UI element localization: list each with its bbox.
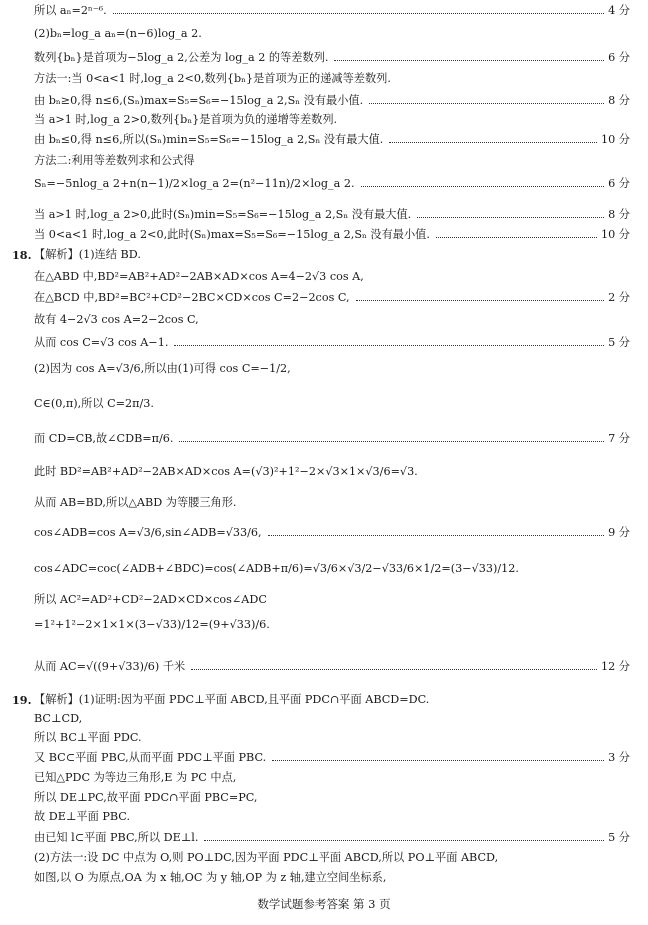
- page-footer: 数学试题参考答案 第 3 页: [257, 897, 391, 911]
- answer-line: [34, 791, 630, 805]
- answer-line: [34, 525, 630, 541]
- answer-line: [34, 464, 630, 480]
- score-points: 12 分: [601, 660, 630, 673]
- answer-line: [34, 270, 630, 284]
- line-text: 【解析】(1)证明:因为平面 PDC⊥平面 ABCD,且平面 PDC∩平面 ABCD=DC.: [34, 693, 430, 706]
- line-text: 此时 BD²=AB²+AD²−2AB×AD×cos A=(√3)²+1²−2×√3×1×√3/6=√3.: [34, 465, 418, 478]
- answer-line: [34, 113, 630, 127]
- answer-line: [34, 659, 630, 675]
- line-text: 所以 AC²=AD²+CD²−2AD×CD×cos∠ADC: [34, 593, 267, 606]
- score-points: 10 分: [601, 133, 630, 146]
- line-text: 已知△PDC 为等边三角形,E 为 PC 中点,: [34, 771, 237, 784]
- line-text: Sₙ=−5nlog_a 2+n(n−1)/2×log_a 2=(n²−11n)/2×log_a 2.: [34, 177, 355, 190]
- answer-line: [34, 313, 630, 327]
- line-text: 又 BC⊂平面 PBC,从而平面 PDC⊥平面 PBC.: [34, 751, 267, 764]
- score-points: 2 分: [608, 291, 630, 304]
- score-points: 4 分: [608, 4, 630, 17]
- line-text: 所以 aₙ=2ⁿ⁻⁶.: [34, 4, 107, 17]
- answer-line: [34, 871, 630, 885]
- score-points: 6 分: [608, 177, 630, 190]
- line-text: 从而 AB=BD,所以△ABD 为等腰三角形.: [34, 496, 237, 509]
- dot-leader: [334, 60, 604, 61]
- score-points: 10 分: [601, 228, 630, 241]
- line-text: 方法一:当 0<a<1 时,log_a 2<0,数列{bₙ}是首项为正的递减等差数列.: [34, 72, 391, 85]
- line-text: 由 bₙ≤0,得 n≤6,所以(Sₙ)min=S₅=S₆=−15log_a 2,Sₙ 没有最大值.: [34, 133, 384, 146]
- score-points: 5 分: [608, 831, 630, 844]
- line-text: (2)因为 cos A=√3/6,所以由(1)可得 cos C=−1/2,: [34, 362, 291, 375]
- dot-leader: [179, 441, 604, 442]
- dot-leader: [268, 535, 605, 536]
- dot-leader: [356, 300, 605, 301]
- line-text: 从而 AC=√((9+√33)/6) 千米: [34, 660, 186, 673]
- score-points: 8 分: [608, 94, 630, 107]
- dot-leader: [174, 345, 604, 346]
- line-text: 方法二:利用等差数列求和公式得: [34, 154, 195, 167]
- dot-leader: [204, 840, 604, 841]
- answer-line: [34, 208, 630, 222]
- line-text: cos∠ADC=coc(∠ADB+∠BDC)=cos(∠ADB+π/6)=√3/6×√3/2−√33/6×1/2=(3−√33)/12.: [34, 562, 519, 575]
- answer-line: [34, 228, 630, 242]
- answer-line: [34, 831, 630, 845]
- answer-line: [34, 496, 630, 510]
- answer-line: [34, 176, 630, 192]
- dot-leader: [389, 142, 597, 143]
- line-text: 数列{bₙ}是首项为−5log_a 2,公差为 log_a 2 的等差数列.: [34, 51, 329, 64]
- line-text: 当 a>1 时,log_a 2>0,此时(Sₙ)min=S₅=S₆=−15log_a 2,Sₙ 没有最大值.: [34, 208, 412, 221]
- answer-line: [34, 693, 630, 707]
- answer-line: [34, 561, 630, 577]
- line-text: 当 0<a<1 时,log_a 2<0,此时(Sₙ)max=S₅=S₆=−15log_a 2,Sₙ 没有最小值.: [34, 228, 430, 241]
- answer-line: [34, 94, 630, 108]
- line-text: 所以 DE⊥PC,故平面 PDC∩平面 PBC=PC,: [34, 791, 258, 804]
- line-text: 故有 4−2√3 cos A=2−2cos C,: [34, 313, 199, 326]
- dot-leader: [113, 13, 604, 14]
- answer-line: [34, 851, 630, 865]
- dot-leader: [436, 237, 597, 238]
- line-text: 所以 BC⊥平面 PDC.: [34, 731, 142, 744]
- answer-line: [34, 617, 630, 633]
- answer-line: [34, 593, 630, 607]
- dot-leader: [417, 217, 604, 218]
- answer-line: [34, 154, 630, 168]
- answer-line: [34, 248, 630, 262]
- answer-line: [34, 4, 630, 18]
- answer-line: [34, 336, 630, 350]
- line-text: 【解析】(1)连结 BD.: [34, 248, 141, 261]
- answer-line: [34, 396, 630, 412]
- answer-line: [34, 731, 630, 745]
- answer-line: [34, 51, 630, 65]
- line-text: 当 a>1 时,log_a 2>0,数列{bₙ}是首项为负的递增等差数列.: [34, 113, 338, 126]
- line-text: cos∠ADB=cos A=√3/6,sin∠ADB=√33/6,: [34, 526, 262, 539]
- line-text: 在△ABD 中,BD²=AB²+AD²−2AB×AD×cos A=4−2√3 cos A,: [34, 270, 364, 283]
- score-points: 9 分: [608, 526, 630, 539]
- dot-leader: [272, 760, 604, 761]
- line-text: (2)bₙ=log_a aₙ=(n−6)log_a 2.: [34, 27, 202, 40]
- score-points: 7 分: [608, 432, 630, 445]
- line-text: 从而 cos C=√3 cos A−1.: [34, 336, 169, 349]
- dot-leader: [361, 186, 605, 187]
- answer-line: [34, 291, 630, 305]
- line-text: C∈(0,π),所以 C=2π/3.: [34, 397, 154, 410]
- line-text: 而 CD=CB,故∠CDB=π/6.: [34, 432, 174, 445]
- line-text: 由已知 l⊂平面 PBC,所以 DE⊥l.: [34, 831, 199, 844]
- answer-line: [34, 431, 630, 447]
- line-text: (2)方法一:设 DC 中点为 O,则 PO⊥DC,因为平面 PDC⊥平面 ABCD,所以 PO⊥平面 ABCD,: [34, 851, 499, 864]
- answer-line: [34, 133, 630, 147]
- dot-leader: [191, 669, 597, 670]
- question-number: 19.: [12, 693, 32, 707]
- answer-line: [34, 751, 630, 765]
- score-points: 6 分: [608, 51, 630, 64]
- dot-leader: [369, 103, 604, 104]
- answer-line: [34, 27, 630, 41]
- answer-line: [34, 810, 630, 824]
- answer-line: [34, 712, 630, 726]
- line-text: =1²+1²−2×1×1×(3−√33)/12=(9+√33)/6.: [34, 618, 270, 631]
- line-text: 如图,以 O 为原点,OA 为 x 轴,OC 为 y 轴,OP 为 z 轴,建立空间坐标系,: [34, 871, 387, 884]
- line-text: BC⊥CD,: [34, 712, 83, 725]
- score-points: 3 分: [608, 751, 630, 764]
- line-text: 在△BCD 中,BD²=BC²+CD²−2BC×CD×cos C=2−2cos C,: [34, 291, 350, 304]
- line-text: 由 bₙ≥0,得 n≤6,(Sₙ)max=S₅=S₆=−15log_a 2,Sₙ 没有最小值.: [34, 94, 364, 107]
- question-number: 18.: [12, 248, 32, 262]
- score-points: 8 分: [608, 208, 630, 221]
- score-points: 5 分: [608, 336, 630, 349]
- answer-line: [34, 72, 630, 86]
- answer-line: [34, 771, 630, 785]
- line-text: 故 DE⊥平面 PBC.: [34, 810, 131, 823]
- answer-line: [34, 361, 630, 377]
